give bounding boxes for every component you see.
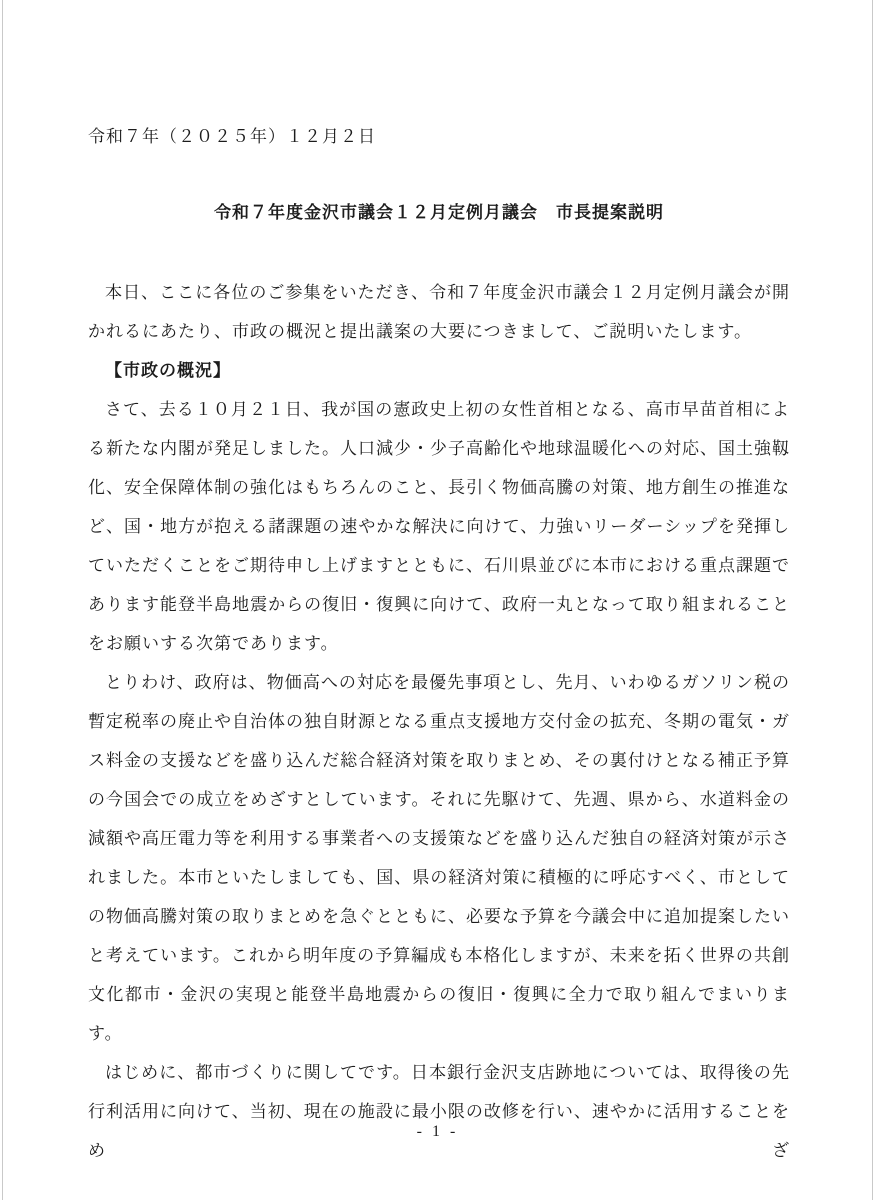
paragraph-economic-measures: とりわけ、政府は、物価高への対応を最優先事項とし、先月、いわゆるガソリン税の暫定税率の廃止や自治体の独自財源となる重点支援地方交付金の拡充、冬期の電気・ガス料金の支援などを盛り込んだ総合経済対策を取りまとめ、その裏付けとなる補正予算の今国会での成立をめざすとしています。それに先駆けて、先週、県から、水道料金の減額や高圧電力等を利用する事業者への支援策などを盛り込んだ独自の経済対策が示されました。本市といたしましても、国、県の経済対策に積極的に呼応すべく、市としての物価高騰対策の取りまとめを急ぐとともに、必要な予算を今議会中に追加提案したいと考えています。これから明年度の予算編成も本格化しますが、未来を拓く世界の共創文化都市・金沢の実現と能登半島地震からの復旧・復興に全力で取り組んでまいります。 [88, 673, 790, 1043]
section-heading: 【市政の概況】 [105, 361, 231, 380]
document-content [3, 0, 872, 1170]
paragraph-cabinet: さて、去る１０月２１日、我が国の憲政史上初の女性首相となる、高市早苗首相による新たな内閣が発足しました。人口減少・少子高齢化や地球温暖化への対応、国土強靱化、安全保障体制の強化はもちろんのこと、長引く物価高騰の対策、地方創生の推進など、国・地方が抱える諸課題の速やかな解決に向けて、力強いリーダーシップを発揮していただくことをご期待申し上げますとともに、石川県並びに本市における重点課題であります能登半島地震からの復旧・復興に向けて、政府一丸となって取り組まれることをお願いする次第であります。 [88, 400, 790, 653]
document-body [88, 273, 790, 1170]
paragraph-city-planning: はじめに、都市づくりに関してです。日本銀行金沢支店跡地については、取得後の先行利活用に向けて、当初、現在の施設に最小限の改修を行い、速やかに活用することをめざ [88, 1063, 790, 1160]
document-title: 令和７年度金沢市議会１２月定例月議会 市長提案説明 [214, 203, 664, 222]
page-number: - 1 - [416, 1123, 459, 1140]
paragraph-intro: 本日、ここに各位のご参集をいただき、令和７年度金沢市議会１２月定例月議会が開かれるにあたり、市政の概況と提出議案の大要につきまして、ご説明いたします。 [88, 283, 790, 341]
document-date: 令和７年（２０２５年）１２月２日 [88, 127, 376, 146]
document-page [2, 0, 873, 1200]
